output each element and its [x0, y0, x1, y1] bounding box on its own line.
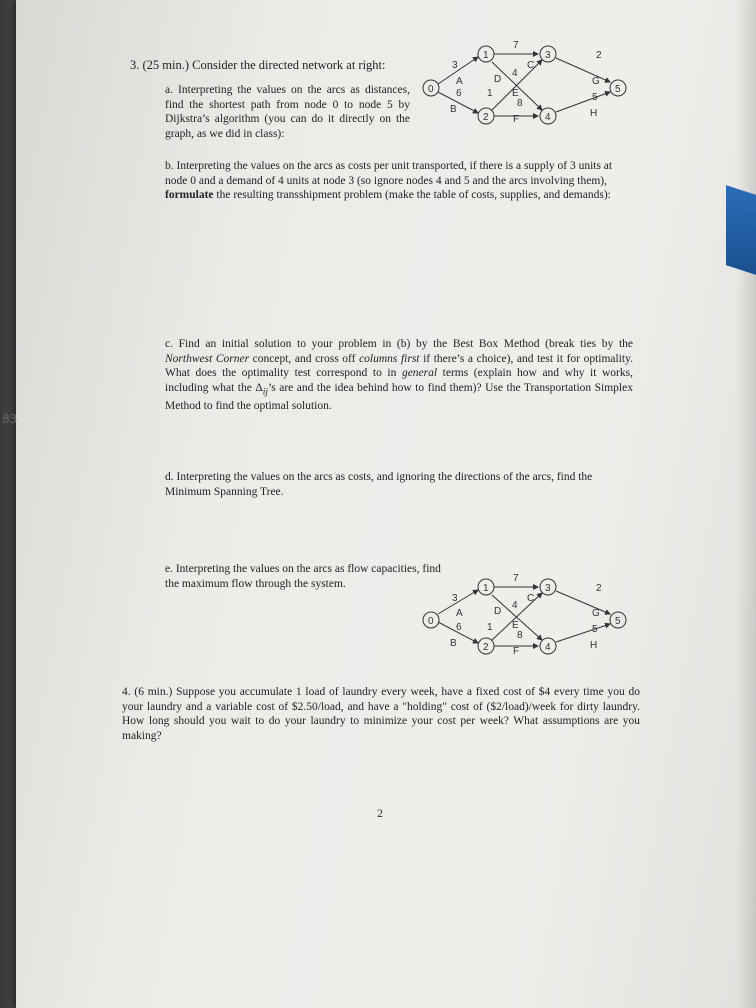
arc-letter: C — [527, 593, 535, 604]
arc-value: 8 — [517, 98, 523, 109]
node-label: 0 — [428, 84, 434, 95]
arc-letter: G — [592, 76, 600, 87]
paper-page — [16, 0, 756, 1008]
part-a-text: a. Interpreting the values on the arcs as distances, find the shortest path from node 0 to node 5 by Dijkstra’s algorithm (you can do it directly on the graph, as we did in class): — [165, 84, 410, 140]
arc-letter: D — [494, 74, 502, 85]
arc-letter: E — [512, 620, 519, 631]
arc-value: 5 — [592, 92, 598, 103]
arc-value: 7 — [513, 40, 519, 51]
node-label: 3 — [545, 50, 551, 61]
page-shadow — [736, 0, 756, 1008]
arc-letter: A — [456, 608, 463, 619]
node-label: 4 — [545, 642, 551, 653]
arc-letter: D — [494, 606, 502, 617]
arc-value: 6 — [456, 88, 462, 99]
arc-letter: G — [592, 608, 600, 619]
question-3-header: 3. (25 min.) Consider the directed network at right: — [130, 58, 386, 72]
part-c-text-2: concept, and cross off — [249, 352, 360, 365]
arc-value: 2 — [596, 50, 602, 61]
node-label: 0 — [428, 616, 434, 627]
part-c-text-5: ’s are and the idea behind how to find them)? Use the Transportation Simplex Method to find the optimal solution. — [165, 381, 633, 413]
arc-value: 3 — [452, 593, 458, 604]
node-label: 5 — [615, 84, 621, 95]
arc-letter: F — [513, 646, 520, 657]
question-4-text: 4. (6 min.) Suppose you accumulate 1 load of laundry every week, have a fixed cost of $4 every time you do your laundry and a variable cost of $2.50/load, and have a "holding" cost of ($2/load)/week for dirty laundry. How long should you wait to do your laundry to minimize your cost per week? What assumptions are you making? — [122, 686, 640, 742]
node-label: 2 — [483, 112, 489, 123]
node-label: 4 — [545, 112, 551, 123]
arc-letter: B — [450, 638, 457, 649]
part-c-italic-3: general — [401, 367, 438, 379]
arc-value: 8 — [517, 630, 523, 641]
blue-pen — [726, 185, 756, 275]
arc-letter: A — [456, 76, 463, 87]
part-b-text-1: b. Interpreting the values on the arcs as costs per unit transported, if there is a supply of 3 units at node 0 and a demand of 4 units at node 3 (so ignore nodes 4 and 5 and the arcs involving them), — [165, 160, 613, 187]
part-c-text-1: c. Find an initial solution to your problem in (b) by the Best Box Method (break ties by the — [165, 338, 633, 350]
arc-value: 2 — [596, 583, 602, 594]
arc-value: 1 — [487, 88, 493, 99]
arc-letter: F — [513, 114, 520, 125]
node-label: 1 — [483, 50, 489, 61]
network-diagram-bottom — [420, 570, 640, 660]
node-label: 5 — [615, 616, 621, 627]
arc-value: 4 — [512, 68, 518, 79]
node-label: 3 — [545, 583, 551, 594]
arc-value: 7 — [513, 573, 519, 584]
arc-letter: E — [512, 88, 519, 99]
arc-letter: H — [590, 108, 598, 119]
margin-note: 83 — [2, 412, 18, 426]
part-e-text: e. Interpreting the values on the arcs as flow capacities, find the maximum flow through the system. — [165, 563, 441, 590]
arc-letter: H — [590, 640, 598, 651]
part-c-subscript: ij — [262, 385, 269, 397]
part-c-text-3: if there’s a choice), and test it for optimality. What does the optimality test correspond to in — [165, 352, 633, 379]
arc-value: 6 — [456, 622, 462, 633]
part-c-italic-1: Northwest Corner — [165, 352, 250, 365]
part-d-text: d. Interpreting the values on the arcs as costs, and ignoring the directions of the arcs, find the Minimum Spanning Tree. — [165, 471, 593, 498]
arc-value: 3 — [452, 60, 458, 71]
part-c-italic-2: columns first — [359, 352, 420, 365]
arc-value: 4 — [512, 600, 518, 611]
node-label: 2 — [483, 642, 489, 653]
node-label: 1 — [483, 583, 489, 594]
part-c-text-4: terms (explain how and why it works, including what the Δ — [165, 367, 633, 394]
part-b-text-2: the resulting transshipment problem (make the table of costs, supplies, and demands): — [213, 189, 611, 201]
arc-value: 5 — [592, 624, 598, 635]
part-b-bold: formulate — [165, 189, 214, 201]
page-number: 2 — [377, 806, 383, 820]
arc-letter: B — [450, 104, 457, 115]
part-b-text — [165, 159, 633, 203]
network-diagram-top — [420, 40, 640, 130]
arc-letter: C — [527, 60, 535, 71]
arc-value: 1 — [487, 622, 493, 633]
part-c-text — [165, 337, 633, 414]
